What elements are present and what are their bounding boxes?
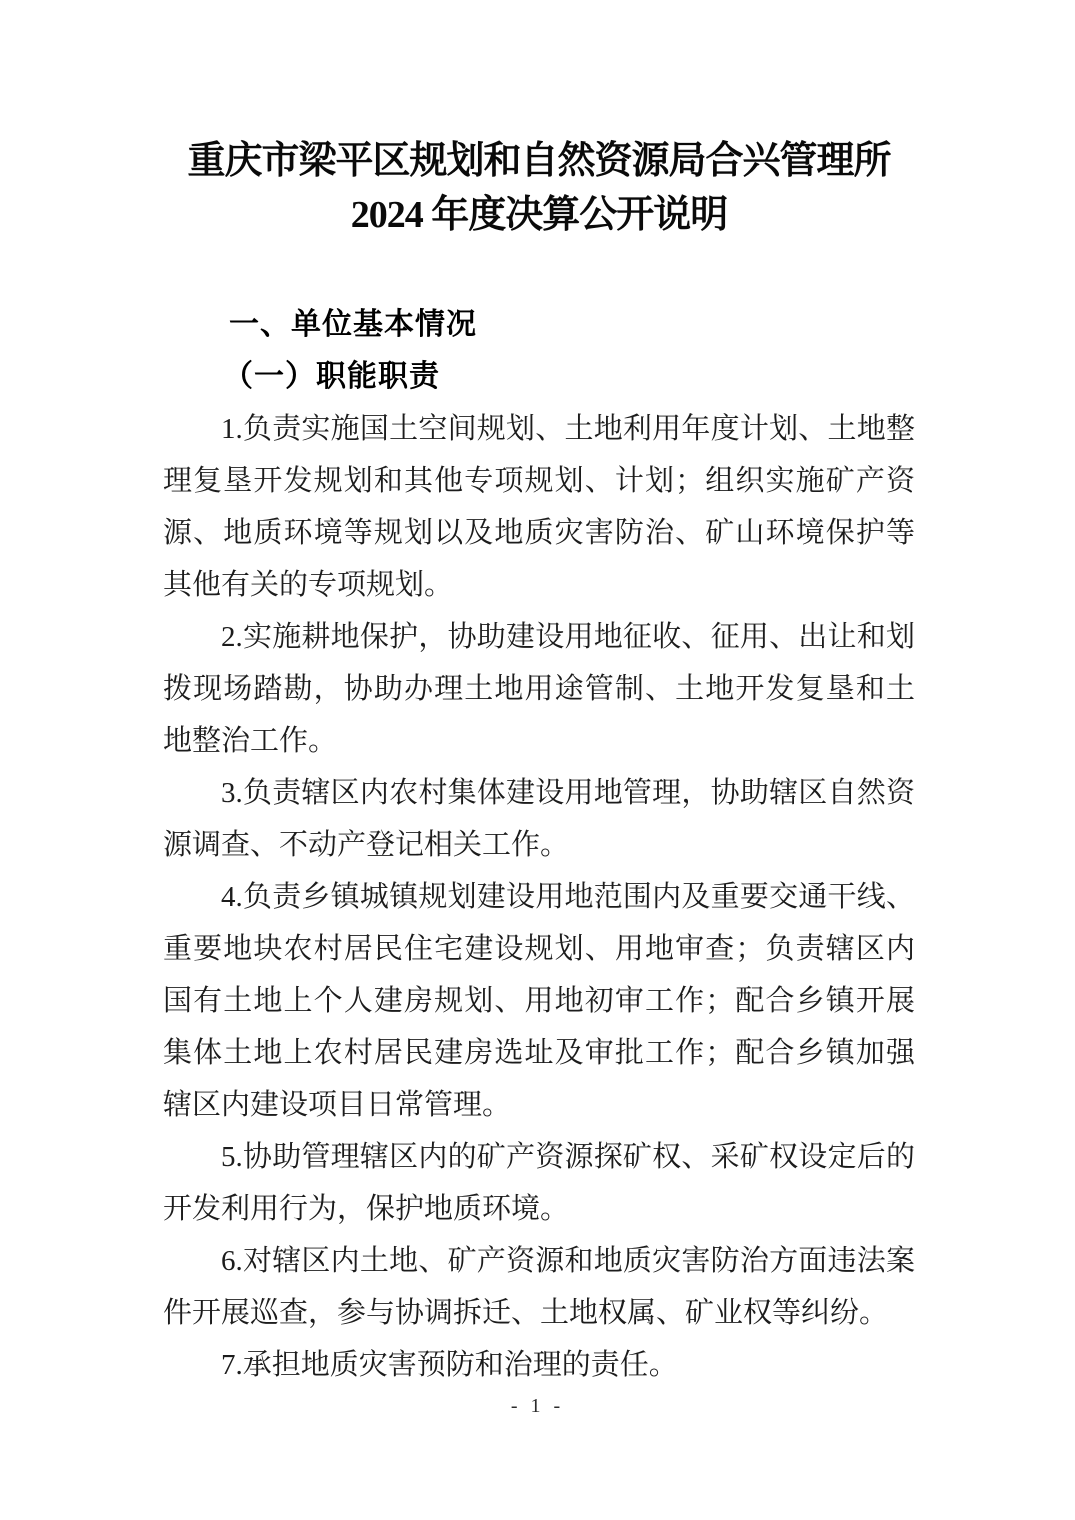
subsection-heading-duties: （一）职能职责 — [223, 360, 440, 393]
paragraph-duty-5: 5.协助管理辖区内的矿产资源探矿权、采矿权设定后的开发利用行为，保护地质环境。 — [163, 1141, 915, 1225]
paragraph-duty-1: 1.负责实施国土空间规划、土地利用年度计划、土地整理复垦开发规划和其他专项规划、计划；组织实施矿产资源、地质环境等规划以及地质灾害防治、矿山环境保护等其他有关的专项规划。 — [163, 413, 915, 601]
paragraph-duty-3: 3.负责辖区内农村集体建设用地管理，协助辖区自然资源调查、不动产登记相关工作。 — [163, 777, 915, 861]
paragraph-duty-4: 4.负责乡镇城镇规划建设用地范围内及重要交通干线、重要地块农村居民住宅建设规划、用地审查；负责辖区内国有土地上个人建房规划、用地初审工作；配合乡镇开展集体土地上农村居民建房选址及审批工作；配合乡镇加强辖区内建设项目日常管理。 — [163, 881, 915, 1121]
document-title-line1: 重庆市梁平区规划和自然资源局合兴管理所 — [187, 140, 891, 182]
page-number: - 1 - — [510, 1395, 565, 1417]
paragraph-duty-6: 6.对辖区内土地、矿产资源和地质灾害防治方面违法案件开展巡查，参与协调拆迁、土地权属、矿业权等纠纷。 — [163, 1245, 915, 1329]
document-content — [163, 0, 915, 1391]
paragraph-duty-2: 2.实施耕地保护，协助建设用地征收、征用、出让和划拨现场踏勘，协助办理土地用途管制、土地开发复垦和土地整治工作。 — [163, 621, 915, 757]
paragraph-duty-7: 7.承担地质灾害预防和治理的责任。 — [221, 1349, 678, 1381]
document-title-line2: 2024 年度决算公开说明 — [350, 194, 728, 236]
document-title — [163, 0, 915, 242]
page-footer — [0, 1392, 1075, 1420]
section-heading-basic-info: 一、单位基本情况 — [229, 308, 477, 341]
document-body — [163, 299, 915, 1391]
